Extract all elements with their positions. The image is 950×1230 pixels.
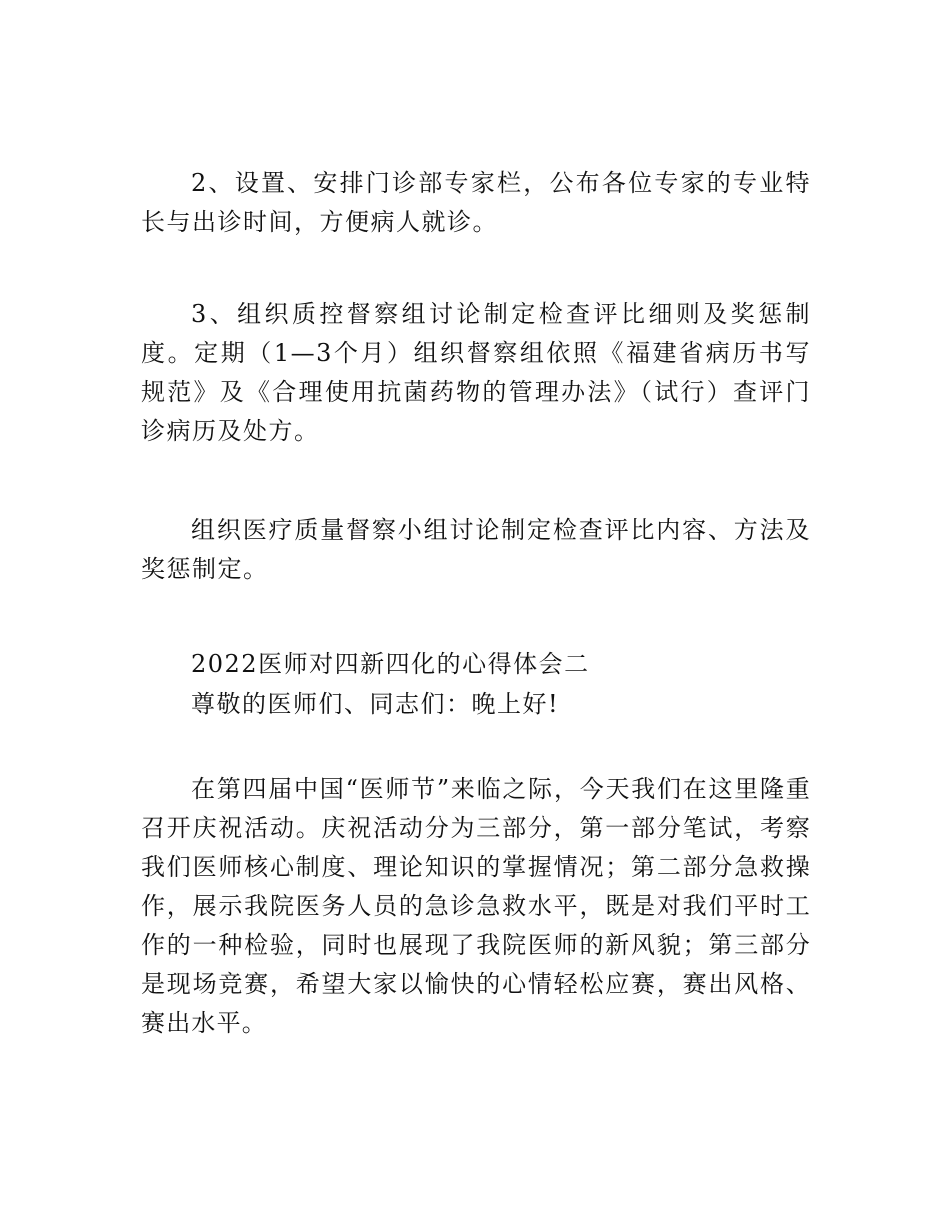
paragraph-expert-column: 2、设置、安排门诊部专家栏，公布各位专家的专业特长与出诊时间，方便病人就诊。 xyxy=(141,169,811,236)
paragraph-doctors-day: 在第四届中国“医师节”来临之际，今天我们在这里隆重召开庆祝活动。庆祝活动分为三部分，第一部分笔试，考察我们医师核心制度、理论知识的掌握情况；第二部分急救操作，展示我院医务人员的急诊急救水平，既是对我们平时工作的一种检验，同时也展现了我院医师的新风貌；第三部分是现场竞赛，希望大家以愉快的心情轻松应赛，赛出风格、赛出水平。 xyxy=(141,775,811,1037)
section-title: 2022医师对四新四化的心得体会二 xyxy=(191,650,590,678)
paragraph-quality-control: 3、组织质控督察组讨论制定检查评比细则及奖惩制度。定期（1—3个月）组织督察组依照《福建省病历书写规范》及《合理使用抗菌药物的管理办法》（试行）查评门诊病历及处方。 xyxy=(141,300,811,445)
paragraph-supervision-group: 组织医疗质量督察小组讨论制定检查评比内容、方法及奖惩制定。 xyxy=(141,516,811,583)
greeting-line: 尊敬的医师们、同志们：晚上好! xyxy=(191,690,560,718)
